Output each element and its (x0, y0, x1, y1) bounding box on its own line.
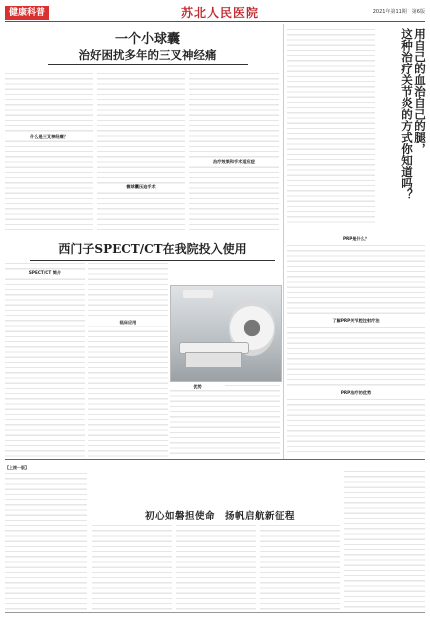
article-prp-title-part1: 用自己的血治自己的腿， (413, 28, 427, 155)
article-prp-body-col2 (287, 326, 425, 386)
header-divider (5, 21, 425, 22)
article-prp-body-col3 (287, 398, 425, 456)
article-ball-body-col1 (5, 72, 93, 234)
article-ship-continued-label: 【上接一版】 (5, 465, 29, 470)
article-ship-body-col4 (260, 524, 340, 610)
article-spect-body-col1 (5, 262, 85, 457)
article-prp-subhead2: 了解PRP关节腔注射疗法 (287, 318, 425, 324)
article-ball-body-col2 (97, 72, 185, 234)
article-spect-subhead2: 临床应用 (88, 320, 168, 326)
article-ball-title-line2: 治好困扰多年的三叉神经痛 (78, 48, 217, 62)
article-ship-body-col1 (5, 472, 87, 610)
issue-date: 2021年第11期 第6版 (372, 9, 425, 15)
column-divider (283, 24, 284, 459)
article-ship-body-col2 (92, 524, 172, 610)
article-spect-title: 西门子SPECT/CT在我院投入使用 (58, 242, 247, 256)
article-spect-headline (30, 240, 275, 261)
article-prp-body-col1 (287, 244, 425, 316)
article-prp-title-part2: 这种治疗关节炎的方式你知道吗？ (400, 28, 414, 201)
newspaper-masthead: 苏北人民医院 (180, 6, 259, 20)
section-tag: 健康科普 (5, 6, 49, 20)
article-prp-subhead3: PRP治疗的优势 (287, 390, 425, 396)
article-ball-subhead2: 微球囊压迫手术 (97, 184, 185, 190)
article-spect-subhead1: SPECT/CT 简介 (5, 270, 85, 276)
scanner-base (185, 352, 242, 368)
article-prp-headline (380, 28, 426, 268)
spect-ct-scanner-photo (170, 285, 282, 382)
headline-underline (48, 64, 248, 65)
article-prp-intro (287, 28, 375, 223)
article-ship-body-col3 (176, 524, 256, 610)
article-ship-headline: 初心如磐担使命 扬帆启航新征程 (144, 511, 295, 522)
ceiling-lamp (183, 290, 213, 298)
article-ship-body-col5 (344, 470, 425, 610)
article-spect-subhead3: 优势 (170, 384, 225, 390)
article-ball-subhead1: 什么是三叉神经痛？ (5, 134, 93, 140)
article-prp-subhead1: PRP是什么？ (287, 236, 425, 242)
section-divider (5, 459, 425, 460)
article-ball-headline (45, 31, 250, 65)
article-ball-title-line1: 一个小球囊 (114, 32, 180, 47)
article-spect-body-col2 (88, 262, 168, 457)
article-ball-subhead3: 治疗效果和手术适应症 (189, 159, 279, 165)
article-spect-body-col3 (170, 384, 280, 457)
headline-underline (30, 260, 275, 261)
page-bottom-rule (5, 612, 425, 613)
article-ball-body-col3 (189, 72, 279, 234)
